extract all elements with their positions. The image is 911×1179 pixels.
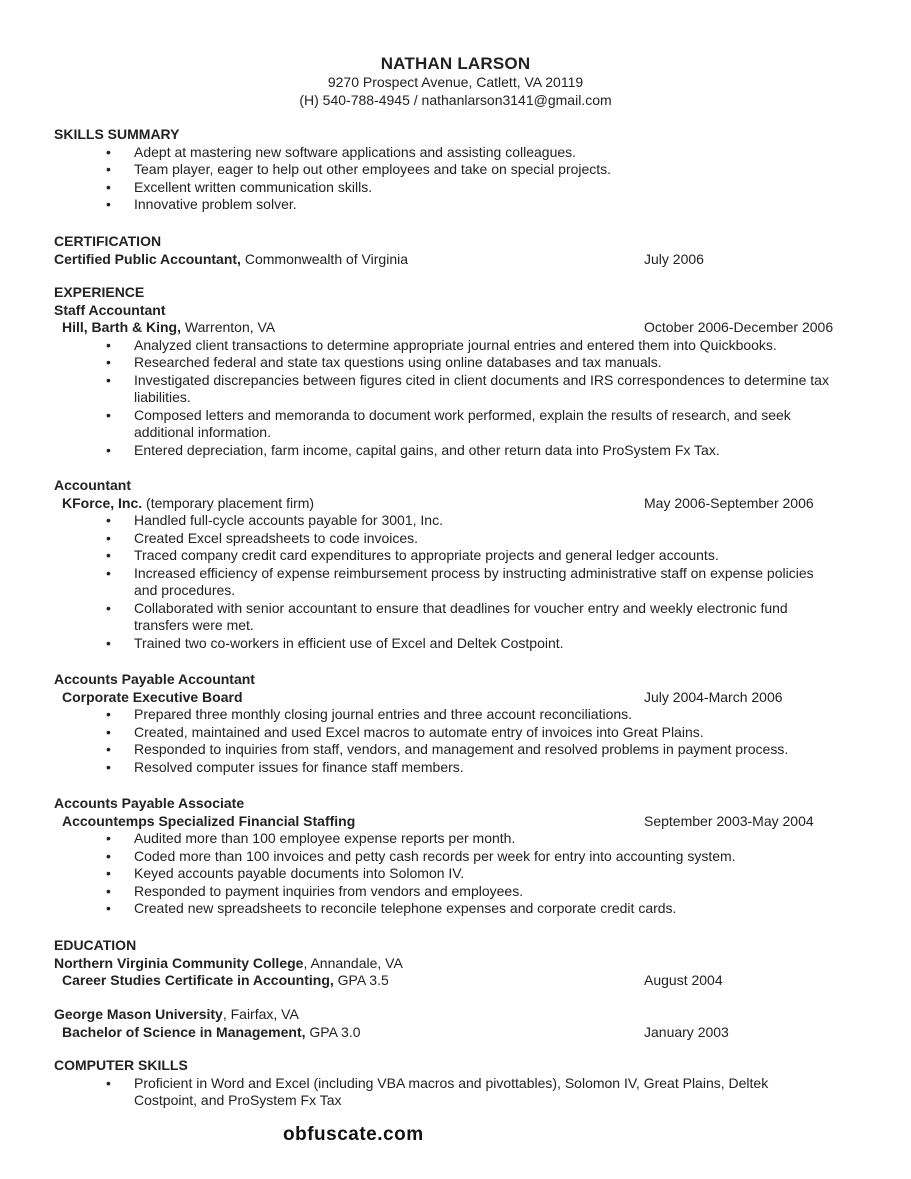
certification-name: Certified Public Accountant, [54,250,241,267]
degree-name: Career Studies Certificate in Accounting, [62,972,334,988]
school-location: , Annandale, VA [303,954,403,971]
bullet-icon: • [106,706,111,722]
section-heading: COMPUTER SKILLS [54,1057,188,1073]
degree-gpa: GPA 3.0 [305,1023,361,1040]
school-name: George Mason University [54,1006,223,1022]
list-item: • Traced company credit card expenditures to appropriate projects and general ledger accounts. [106,547,719,563]
contact-info: (H) 540-788-4945 / nathanlarson3141@gmail.com [299,91,612,108]
list-item: • Excellent written communication skills. [106,178,373,195]
list-item: • Innovative problem solver. [106,196,297,212]
list-item: • Trained two co-workers in efficient use of Excel and Deltek Costpoint. [106,634,564,651]
bullet-icon: • [106,441,111,458]
list-item: • Collaborated with senior accountant to ensure that deadlines for voucher entry and weekly electronic fund transfers were met. [106,599,788,633]
resume-header [0,54,911,109]
job-dates: May 2006-September 2006 [644,494,814,511]
job-title: Accountant [54,477,131,493]
skills-list [54,144,854,214]
degree-gpa: GPA 3.5 [333,972,389,988]
degree-row [54,972,854,990]
section-heading: EXPERIENCE [54,284,145,300]
bullet-icon: • [106,161,111,177]
bullet-icon: • [106,634,111,651]
bullet-icon: • [106,882,111,899]
employer-detail: Warrenton, VA [181,319,276,335]
list-item: • Prepared three monthly closing journal entries and three account reconciliations. [106,706,633,722]
bullet-icon: • [106,1074,111,1091]
job-duties-list [54,706,854,776]
degree-date: January 2003 [644,1023,729,1040]
list-item: • Researched federal and state tax questions using online databases and tax manuals. [106,354,662,370]
job-accountant [54,477,854,652]
watermark-text: obfuscate.com [283,1124,424,1145]
job-employer-row [54,813,854,831]
bullet-icon: • [106,143,111,160]
job-duties-list [54,337,854,460]
skills-section [54,126,854,214]
list-item: • Created Excel spreadsheets to code invoices. [106,529,419,546]
job-title: Accounts Payable Associate [54,795,245,811]
list-item: • Handled full-cycle accounts payable for 3001, Inc. [106,512,443,528]
candidate-name: NATHAN LARSON [380,54,531,73]
list-item: • Created new spreadsheets to reconcile telephone expenses and corporate credit cards. [106,900,677,916]
certification-row [54,251,854,269]
employer-name: Corporate Executive Board [62,688,243,705]
list-item: • Increased efficiency of expense reimbursement process by instructing administrative staff on expense policies and procedures. [106,564,814,598]
job-title: Accounts Payable Accountant [54,671,255,687]
job-employer-row [54,689,854,707]
job-dates: July 2004-March 2006 [644,688,783,705]
employer-name: Accountemps Specialized Financial Staffing [62,812,356,829]
computer-skills-list [54,1075,854,1110]
job-title: Staff Accountant [54,301,166,318]
bullet-icon: • [106,847,111,864]
certification-section [54,233,854,268]
section-heading: SKILLS SUMMARY [54,126,180,142]
bullet-icon: • [106,723,111,740]
bullet-icon: • [106,741,111,757]
employer-detail: (temporary placement firm) [142,494,315,511]
degree-date: August 2004 [644,972,723,988]
job-employer-row [54,319,854,337]
job-ap-accountant [54,671,854,776]
bullet-icon: • [106,599,111,616]
degree-name: Bachelor of Science in Management, [62,1023,306,1040]
education-section [54,937,854,990]
job-ap-associate [54,795,854,918]
job-employer-row [54,495,854,513]
school-location: , Fairfax, VA [222,1006,299,1022]
list-item: • Responded to payment inquiries from vendors and employees. [106,882,524,899]
degree-row [54,1024,854,1042]
job-dates: September 2003-May 2004 [644,812,814,829]
bullet-icon: • [106,336,111,353]
school-row [54,1006,854,1024]
list-item: • Entered depreciation, farm income, capital gains, and other return data into ProSystem Fx Tax. [106,441,720,458]
list-item: • Keyed accounts payable documents into Solomon IV. [106,865,465,881]
address: 9270 Prospect Avenue, Catlett, VA 20119 [327,74,584,90]
list-item: • Investigated discrepancies between figures cited in client documents and IRS correspondences to determine tax liabilities. [106,371,829,405]
bullet-icon: • [106,178,111,195]
job-duties-list [54,830,854,918]
certification-issuer: Commonwealth of Virginia [240,250,408,267]
list-item: • Adept at mastering new software applications and assisting colleagues. [106,143,577,160]
employer-name: KForce, Inc. [62,494,143,511]
bullet-icon: • [106,529,111,546]
bullet-icon: • [106,196,111,212]
list-item: • Proficient in Word and Excel (including VBA macros and pivottables), Solomon IV, Great Plains, Deltek Costpoint, and ProSystem Fx Tax [106,1074,769,1108]
bullet-icon: • [106,564,111,581]
bullet-icon: • [106,900,111,916]
list-item: • Analyzed client transactions to determine appropriate journal entries and entered them into Quickbooks. [106,336,777,353]
section-heading: EDUCATION [54,937,137,953]
bullet-icon: • [106,830,111,846]
bullet-icon: • [106,512,111,528]
list-item: • Responded to inquiries from staff, vendors, and management and resolved problems in payment process. [106,741,789,757]
computer-skills-section [54,1057,854,1110]
list-item: • Team player, eager to help out other employees and take on special projects. [106,161,612,177]
bullet-icon: • [106,371,111,388]
school-row [54,955,854,973]
bullet-icon: • [106,547,111,563]
list-item: • Audited more than 100 employee expense reports per month. [106,830,516,846]
bullet-icon: • [106,865,111,881]
job-dates: October 2006-December 2006 [644,319,834,335]
bullet-icon: • [106,406,111,423]
list-item: • Resolved computer issues for finance staff members. [106,758,464,775]
bullet-icon: • [106,758,111,775]
experience-section [54,284,854,459]
section-heading: CERTIFICATION [54,233,162,249]
education-school-2 [54,1006,854,1041]
school-name: Northern Virginia Community College [54,954,304,971]
list-item: • Composed letters and memoranda to document work performed, explain the results of research, and seek additional information. [106,406,791,440]
employer-name: Hill, Barth & King, [62,319,181,335]
certification-date: July 2006 [644,250,704,267]
bullet-icon: • [106,354,111,370]
list-item: • Coded more than 100 invoices and petty cash records per week for entry into accounting system. [106,847,736,864]
job-duties-list [54,512,854,652]
list-item: • Created, maintained and used Excel macros to automate entry of invoices into Great Plains. [106,723,704,740]
